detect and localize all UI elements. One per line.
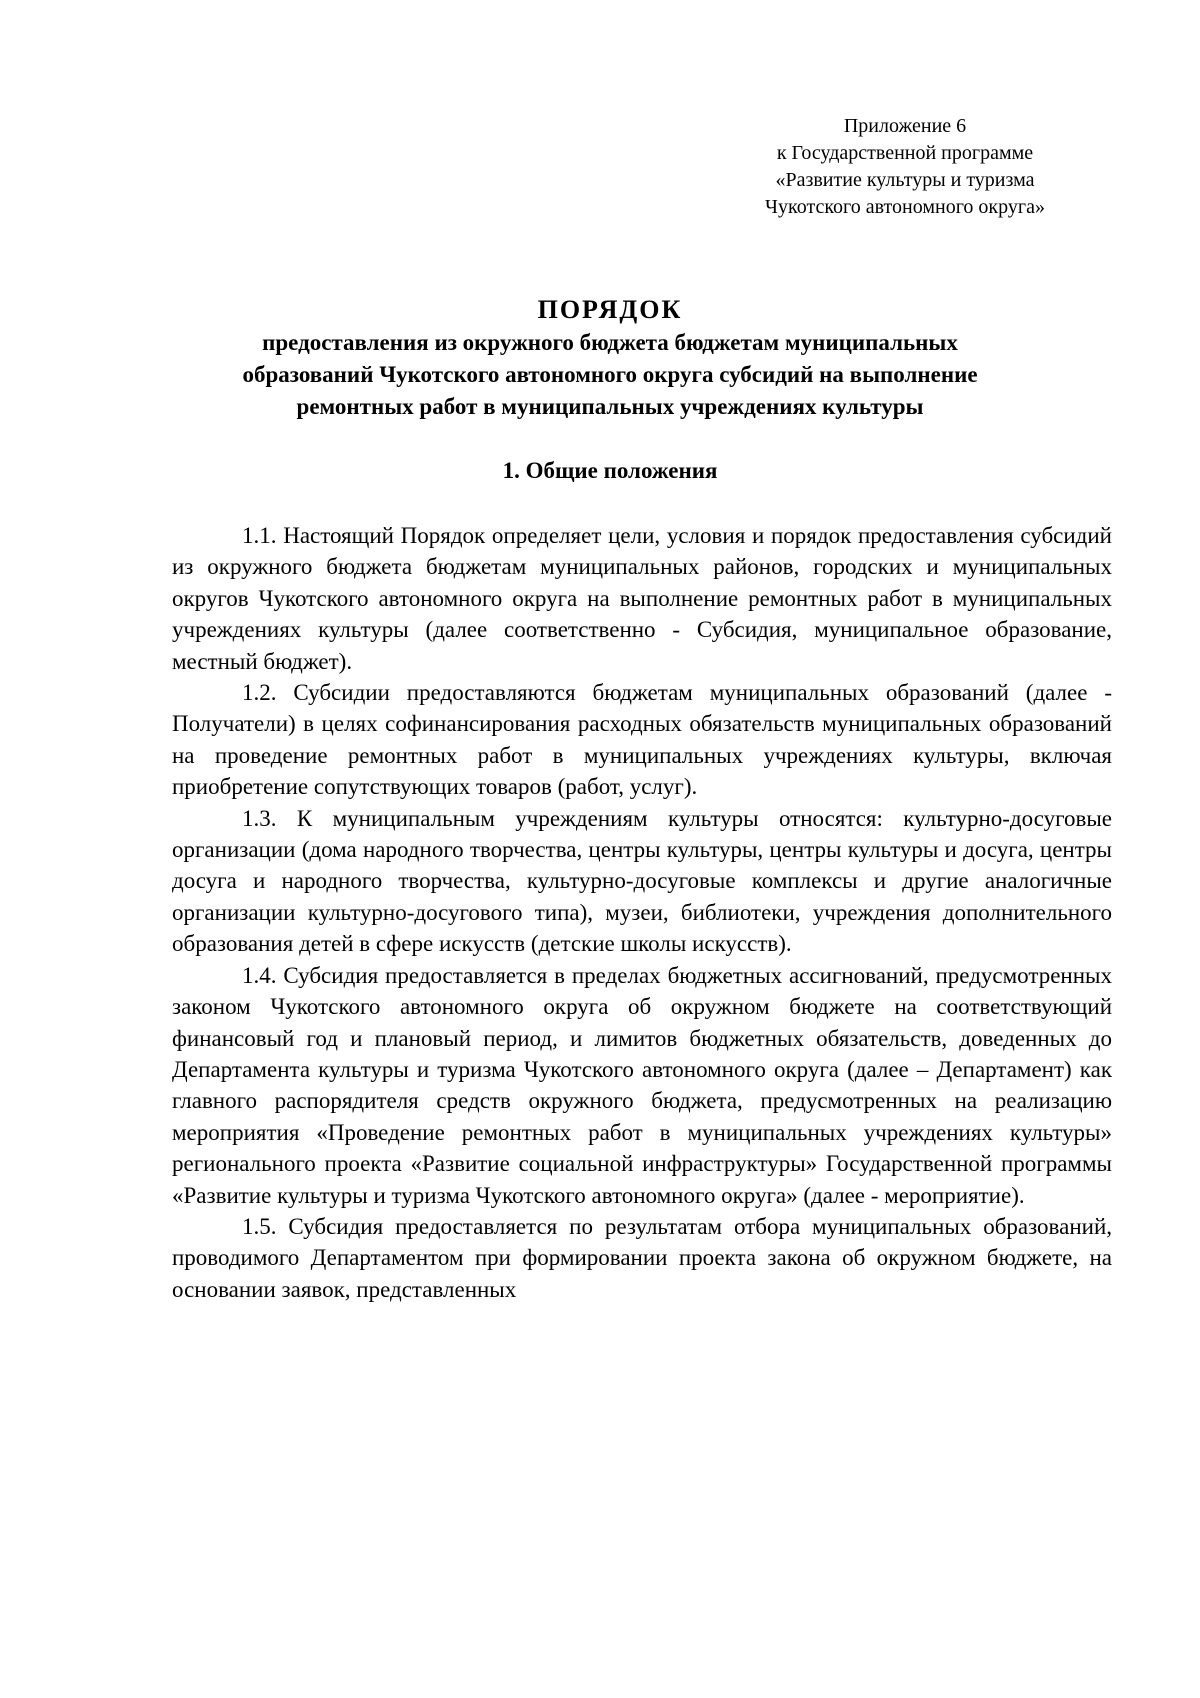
title-subtitle-line: предоставления из окружного бюджета бюджетам муниципальных (262, 330, 958, 355)
appendix-line: Чукотского автономного округа» (765, 196, 1045, 218)
section-heading: 1. Общие положения (502, 458, 718, 483)
appendix-line: Приложение 6 (843, 115, 967, 137)
title-subtitle (140, 327, 1080, 423)
document-title (140, 293, 1080, 423)
appendix-line: к Государственной программе (776, 142, 1034, 164)
paragraph-1-1: 1.1. Настоящий Порядок определяет цели, условия и порядок предоставления субсидий из окружного бюджета бюджетам муниципальных районов, городских и муниципальных округов Чукотского автономного округа на выполнение ремонтных работ в муниципальных учреждениях культуры (далее соответственно - Субсидия, муниципальное образование, местный бюджет). (172, 523, 1112, 674)
title-subtitle-line: образований Чукотского автономного округа субсидий на выполнение (242, 362, 978, 387)
document-body (172, 520, 1112, 1305)
appendix-line: «Развитие культуры и туризма (775, 169, 1035, 191)
paragraph-1-3: 1.3. К муниципальным учреждениям культуры относятся: культурно-досуговые организации (дома народного творчества, центры культуры, центры культуры и досуга, центры досуга и народного творчества, культурно-досуговые комплексы и другие аналогичные организации культурно-досугового типа), музеи, библиотеки, учреждения дополнительного образования детей в сфере искусств (детские школы искусств). (172, 805, 1112, 957)
paragraph-1-5: 1.5. Субсидия предоставляется по результатам отбора муниципальных образований, проводимого Департаментом при формировании проекта закона об окружном бюджете, на основании заявок, представленных (172, 1213, 1112, 1302)
title-subtitle-line: ремонтных работ в муниципальных учреждениях культуры (296, 394, 924, 419)
paragraph-1-4: 1.4. Субсидия предоставляется в пределах бюджетных ассигнований, предусмотренных законом Чукотского автономного округа об окружном бюджете на соответствующий финансовый год и плановый период, и лимитов бюджетных обязательств, доведенных до Департамента культуры и туризма Чукотского автономного округа (далее – Департамент) как главного распорядителя средств окружного бюджета, предусмотренных на реализацию мероприятия «Проведение ремонтных работ в муниципальных учреждениях культуры» регионального проекта «Развитие социальной инфраструктуры» Государственной программы «Развитие культуры и туризма Чукотского автономного округа» (далее - мероприятие). (172, 962, 1112, 1208)
appendix-header (730, 113, 1080, 221)
title-main: ПОРЯДОК (537, 295, 683, 324)
paragraph-1-2: 1.2. Субсидии предоставляются бюджетам муниципальных образований (далее - Получатели) в целях софинансирования расходных обязательств муниципальных образований на проведение ремонтных работ в муниципальных учреждениях культуры, включая приобретение сопутствующих товаров (работ, услуг). (172, 680, 1112, 800)
